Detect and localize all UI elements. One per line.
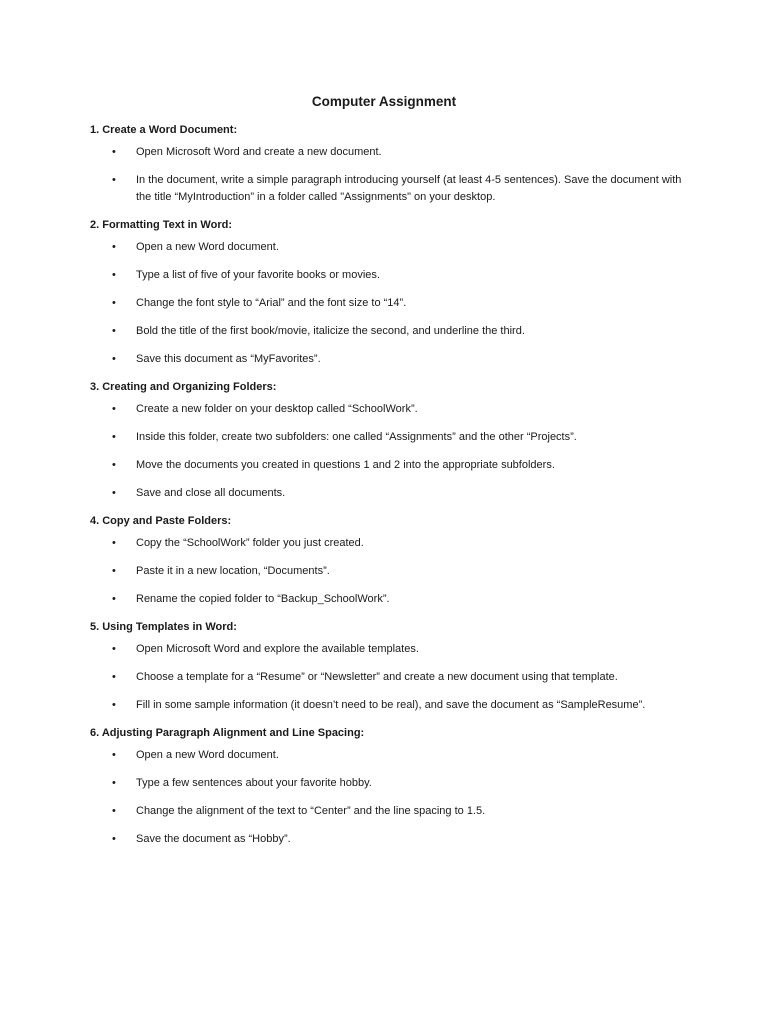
section-heading: 5. Using Templates in Word: (90, 620, 237, 633)
list-item (90, 669, 690, 686)
list-item-text: Type a list of five of your favorite books or movies. (136, 268, 380, 281)
list-item-text: Open Microsoft Word and create a new document. (136, 146, 382, 158)
list-item (90, 295, 690, 312)
section-3 (90, 379, 690, 502)
list-item (90, 641, 690, 658)
bullet-icon: • (112, 352, 116, 365)
section-5 (90, 619, 690, 714)
list-item-text: Open a new Word document. (136, 748, 279, 761)
list-item-text: Move the documents you created in questions 1 and 2 into the appropriate subfolders. (136, 458, 555, 471)
bullet-icon: • (112, 536, 116, 549)
bullet-icon: • (112, 748, 116, 761)
bullet-icon: • (112, 776, 116, 789)
list-item-text: Choose a template for a “Resume” or “Newsletter” and create a new document using that template. (136, 670, 618, 683)
list-item-text: Paste it in a new location, “Documents”. (136, 564, 330, 577)
section-heading: 1. Create a Word Document: (90, 124, 238, 136)
bullet-icon: • (112, 564, 116, 577)
list-item-text: Rename the copied folder to “Backup_SchoolWork”. (136, 592, 390, 605)
list-item-text: In the document, write a simple paragraph introducing yourself (at least 4-5 sentences). Save the document with the title “MyIntroduction” in a folder called "Assignments" on your desktop. (136, 174, 682, 203)
list-item-text: Type a few sentences about your favorite hobby. (136, 776, 372, 789)
list-item (90, 144, 690, 161)
section-heading: 2. Formatting Text in Word: (90, 218, 232, 231)
list-item (90, 267, 690, 284)
document-title: Computer Assignment (311, 94, 457, 109)
list-item (90, 535, 690, 552)
bullet-icon: • (112, 174, 116, 186)
bullet-icon: • (112, 296, 116, 309)
bullet-icon: • (112, 642, 116, 655)
bullet-icon: • (112, 832, 116, 845)
bullet-icon: • (112, 402, 116, 415)
section-heading: 4. Copy and Paste Folders: (90, 514, 232, 527)
section-6 (90, 725, 690, 848)
bullet-icon: • (112, 670, 116, 683)
document-body (90, 122, 690, 859)
list-item (90, 563, 690, 580)
list-item (90, 401, 690, 418)
list-item (90, 323, 690, 340)
list-item-text: Open Microsoft Word and explore the available templates. (136, 642, 419, 655)
list-item-text: Create a new folder on your desktop called “SchoolWork”. (136, 402, 418, 415)
list-item (90, 747, 690, 764)
list-item (90, 172, 690, 205)
list-item (90, 591, 690, 608)
section-1 (90, 122, 690, 205)
list-item-text: Fill in some sample information (it doesn’t need to be real), and save the document as “SampleResume”. (136, 698, 646, 711)
list-item (90, 429, 690, 446)
list-item-text: Bold the title of the first book/movie, italicize the second, and underline the third. (136, 324, 525, 337)
list-item-text: Change the font style to “Arial” and the font size to “14”. (136, 296, 407, 309)
list-item-text: Copy the “SchoolWork” folder you just created. (136, 536, 364, 549)
list-item (90, 351, 690, 368)
bullet-icon: • (112, 324, 116, 337)
list-item-text: Inside this folder, create two subfolders: one called “Assignments” and the other “Projects”. (136, 430, 577, 443)
bullet-icon: • (112, 430, 116, 443)
list-item-text: Save the document as “Hobby”. (136, 832, 291, 845)
section-heading: 3. Creating and Organizing Folders: (90, 380, 277, 393)
list-item (90, 803, 690, 820)
list-item-text: Change the alignment of the text to “Center” and the line spacing to 1.5. (136, 804, 486, 817)
section-heading: 6. Adjusting Paragraph Alignment and Line Spacing: (90, 726, 365, 739)
list-item (90, 239, 690, 256)
bullet-icon: • (112, 146, 116, 158)
list-item (90, 457, 690, 474)
list-item (90, 775, 690, 792)
section-4 (90, 513, 690, 608)
bullet-icon: • (112, 240, 116, 253)
bullet-icon: • (112, 698, 116, 711)
bullet-icon: • (112, 268, 116, 281)
list-item-text: Open a new Word document. (136, 240, 279, 253)
bullet-icon: • (112, 458, 116, 471)
list-item (90, 485, 690, 502)
bullet-icon: • (112, 592, 116, 605)
bullet-icon: • (112, 486, 116, 499)
section-2 (90, 217, 690, 368)
list-item-text: Save and close all documents. (136, 486, 286, 499)
bullet-icon: • (112, 804, 116, 817)
list-item (90, 697, 690, 714)
list-item-text: Save this document as “MyFavorites”. (136, 352, 321, 365)
list-item (90, 831, 690, 848)
